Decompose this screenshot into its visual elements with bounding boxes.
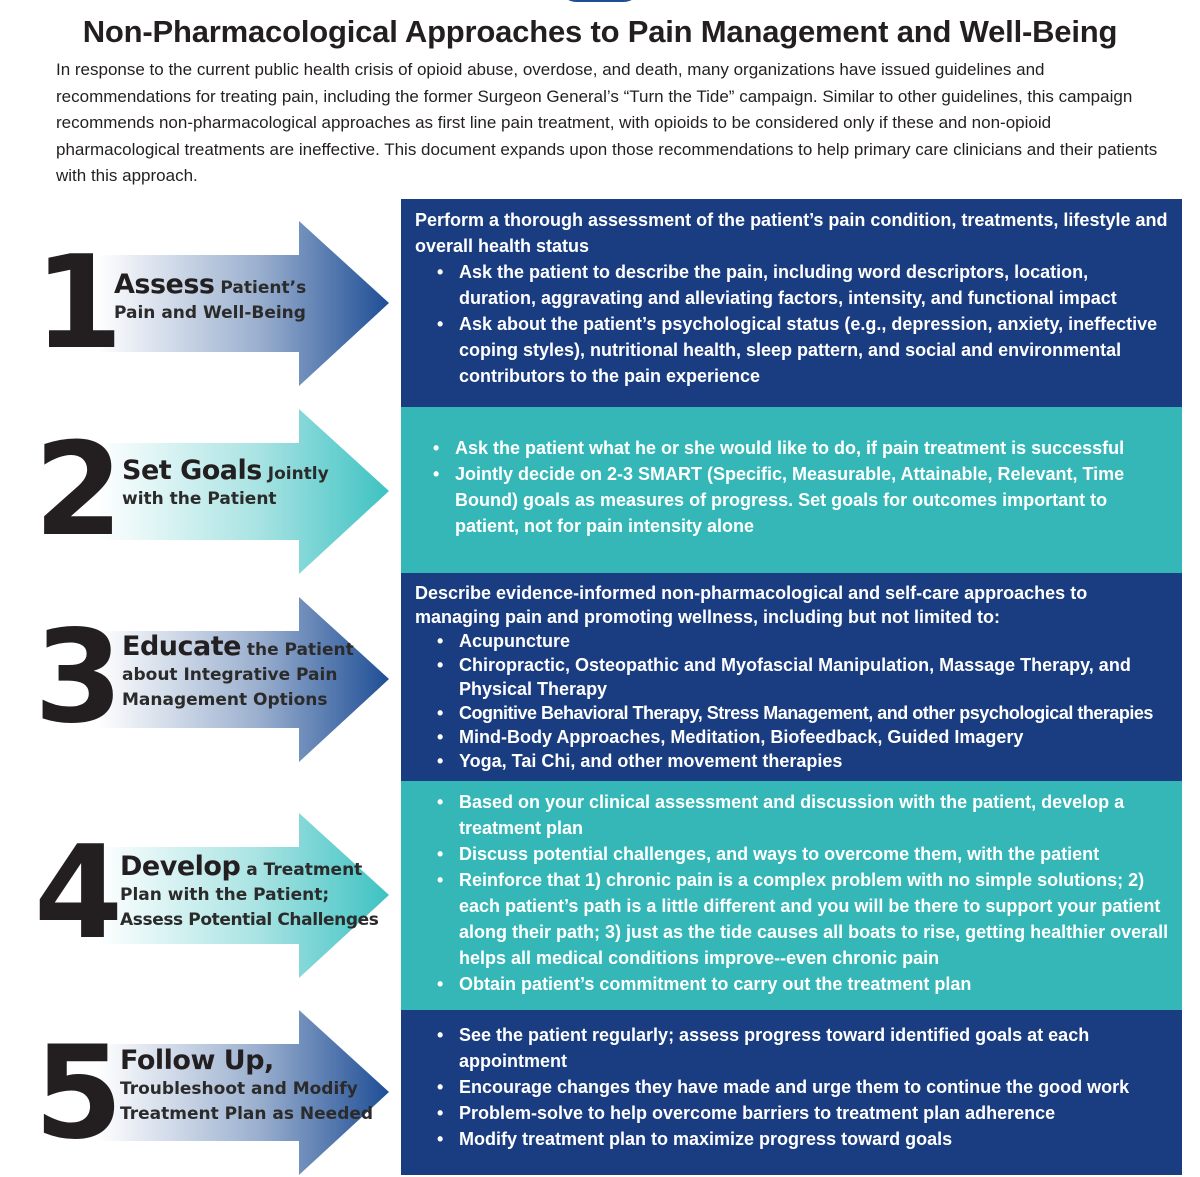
list-item: • Modify treatment plan to maximize progress toward goals (459, 1126, 1172, 1152)
list-item: • Based on your clinical assessment and discussion with the patient, develop a treatment plan (459, 789, 1172, 841)
step-5-label: Follow Up, Troubleshoot and Modify Treatment Plan as Needed (120, 1045, 374, 1124)
step-3-keyword: Educate (122, 631, 241, 662)
step-5-panel (401, 1010, 1182, 1175)
intro-paragraph: In response to the current public health crisis of opioid abuse, overdose, and death, many organizations have issued guidelines and recommendations for treating pain, including the former Surgeon General’s “Turn the Tide” campaign. Similar to other guidelines, this campaign recommends non-pharmacological approaches as first line pain treatment, with opioids to be considered only if these and non-opioid pharmacological treatments are ineffective. This document expands upon those recommendations to help primary care clinicians and their patients with this approach. (56, 60, 1158, 185)
step-4-number: 4 (34, 819, 120, 968)
step-2-number: 2 (34, 416, 120, 565)
list-item: • Ask the patient to describe the pain, including word descriptors, location, duration, aggravating and alleviating factors, intensity, and functional impact (459, 259, 1170, 311)
step-2-panel (401, 407, 1182, 573)
list-item: • Chiropractic, Osteopathic and Myofascial Manipulation, Massage Therapy, and Physical Therapy (459, 653, 1174, 701)
step-1-keyword: Assess (114, 269, 215, 300)
list-item: • Encourage changes they have made and urge them to continue the good work (459, 1074, 1172, 1100)
step-3-panel (401, 573, 1182, 781)
step-2-keyword: Set Goals (122, 455, 262, 486)
list-item: • Mind-Body Approaches, Meditation, Biofeedback, Guided Imagery (459, 725, 1174, 749)
step-4-list (415, 789, 1172, 997)
step-4-panel (401, 781, 1182, 1010)
step-5-list (415, 1022, 1172, 1152)
step-1-number: 1 (34, 229, 120, 378)
list-item: • Problem-solve to help overcome barriers to treatment plan adherence (459, 1100, 1172, 1126)
list-item: • Obtain patient’s commitment to carry out the treatment plan (459, 971, 1172, 997)
step-2-list (415, 435, 1170, 539)
step-3-number: 3 (34, 603, 120, 752)
step-5-keyword: Follow Up, (120, 1045, 274, 1076)
page-title: Non-Pharmacological Approaches to Pain Management and Well-Being (82, 14, 1118, 49)
step-2-label: Set Goals Jointly with the Patient (122, 455, 329, 509)
list-item: • Discuss potential challenges, and ways to overcome them, with the patient (459, 841, 1172, 867)
step-1-list (415, 259, 1170, 389)
list-item: • Ask the patient what he or she would like to do, if pain treatment is successful (455, 435, 1170, 461)
step-5-number: 5 (34, 1019, 120, 1168)
list-item: • Cognitive Behavioral Therapy, Stress Management, and other psychological therapies (459, 701, 1174, 725)
step-1-lead: Perform a thorough assessment of the patient’s pain condition, treatments, lifestyle and overall health status (415, 210, 1168, 256)
step-4-keyword: Develop (120, 851, 241, 882)
list-item: • See the patient regularly; assess progress toward identified goals at each appointment (459, 1022, 1172, 1074)
step-3-label: Educate the Patient about Integrative Pain Management Options (122, 631, 354, 710)
list-item: • Acupuncture (459, 629, 1174, 653)
step-1-panel (401, 199, 1182, 407)
list-item: • Reinforce that 1) chronic pain is a complex problem with no simple solutions; 2) each patient’s path is a little different and you will be there to support your patient along their path; 3) just as the tide causes all boats to rise, getting healthier overall helps all medical conditions improve--even chronic pain (459, 867, 1172, 971)
top-decoration (560, 0, 640, 2)
step-3-lead: Describe evidence-informed non-pharmacological and self-care approaches to managing pain and promoting wellness, including but not limited to: (415, 583, 1088, 627)
step-1-label: Assess Patient’s Pain and Well-Being (114, 269, 307, 323)
list-item: • Jointly decide on 2-3 SMART (Specific, Measurable, Attainable, Relevant, Time Bound) goals as measures of progress. Set goals for outcomes important to patient, not for pain intensity alone (455, 461, 1170, 539)
step-4-label: Develop a Treatment Plan with the Patient; Assess Potential Challenges (120, 851, 379, 930)
list-item: • Ask about the patient’s psychological status (e.g., depression, anxiety, ineffective coping styles), nutritional health, sleep pattern, and social and environmental contributors to the pain experience (459, 311, 1170, 389)
step-3-list (415, 629, 1174, 773)
list-item: • Yoga, Tai Chi, and other movement therapies (459, 749, 1174, 773)
